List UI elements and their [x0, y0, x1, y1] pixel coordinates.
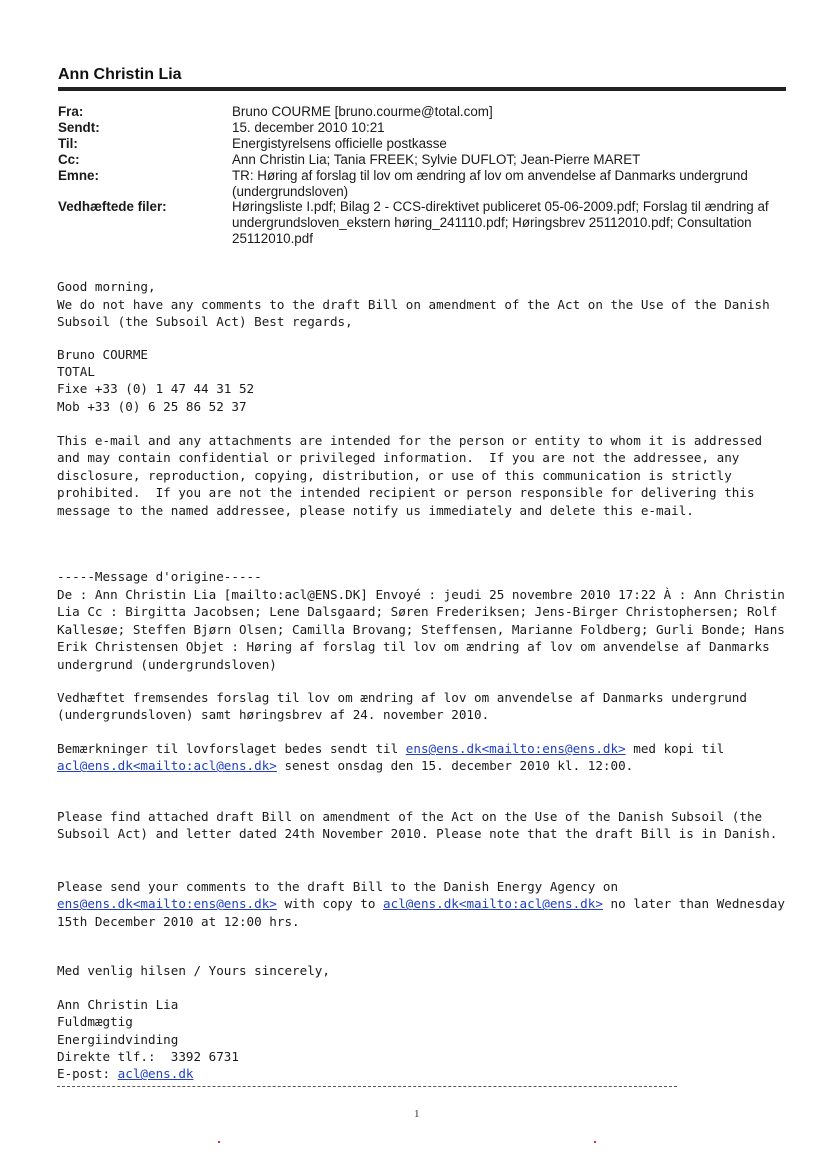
- english-request-text-2: with copy to: [276, 896, 384, 912]
- mailbox-owner-name: Ann Christin Lia: [58, 66, 182, 83]
- subject-value: TR: Høring af forslag til lov om ændring af lov om anvendelse af Danmarks undergrund (undergrundsloven): [232, 168, 748, 199]
- reply-signature-company: TOTAL: [57, 364, 95, 379]
- to-value: Energistyrelsens officielle postkasse: [232, 136, 447, 151]
- sent-value: 15. december 2010 10:21: [232, 120, 385, 135]
- english-request-text-1: Please send your comments to the draft Bill to the Danish Energy Agency on: [57, 879, 626, 894]
- scan-speck: [594, 1141, 596, 1143]
- danish-request-text-3: senest onsdag den 15. december 2010 kl. 12:00.: [276, 758, 634, 774]
- attachments-value: Høringsliste I.pdf; Bilag 2 - CCS-direktivet publiceret 05-06-2009.pdf; Forslag til ændring af undergrundsloven_ekstern høring_241110.pdf; Høringsbrev 25112010.pdf; Consultation 25112010.pdf: [232, 199, 769, 246]
- email-label: E-post:: [57, 1066, 118, 1081]
- ens-email-link-en[interactable]: ens@ens.dk<mailto:ens@ens.dk>: [57, 896, 277, 912]
- danish-request: [57, 740, 787, 775]
- reply-greeting: Good morning,: [57, 279, 156, 294]
- page-number: 1: [414, 1108, 420, 1120]
- reply-signature-name: Bruno COURME: [57, 347, 148, 362]
- sent-label: Sendt:: [58, 120, 100, 135]
- header-divider: [58, 87, 786, 91]
- to-label: Til:: [58, 136, 78, 151]
- from-label: Fra:: [58, 104, 84, 119]
- confidentiality-disclaimer: This e-mail and any attachments are intended for the person or entity to whom it is addressed and may contain confidential or privileged information. If you are not the addressee, any disclosure, reproduction, copying, distribution, or use of this communication is strictly prohibited. If you are not the intended recipient or person responsible for delivering this message to the named addressee, please notify us immediately and delete this e-mail.: [57, 433, 770, 518]
- reply-signature-mob: Mob +33 (0) 6 25 86 52 37: [57, 399, 247, 414]
- original-message-separator: -----Message d'origine-----: [57, 569, 262, 584]
- from-value: Bruno COURME [bruno.courme@total.com]: [232, 104, 493, 119]
- attachments-label: Vedhæftede filer:: [58, 199, 167, 214]
- english-request: [57, 878, 793, 930]
- signature-email-link[interactable]: acl@ens.dk: [117, 1066, 194, 1081]
- original-signature-dept: Energiindvinding: [57, 1032, 179, 1047]
- danish-request-text-2: med kopi til: [625, 741, 732, 756]
- english-paragraph: Please find attached draft Bill on amendment of the Act on the Use of the Danish Subsoil (the Subsoil Act) and letter dated 24th November 2010. Please note that the draft Bill is in Danish.: [57, 809, 778, 842]
- ens-email-link[interactable]: ens@ens.dk<mailto:ens@ens.dk>: [405, 741, 626, 756]
- danish-paragraph: Vedhæftet fremsendes forslag til lov om ændring af lov om anvendelse af Danmarks undergrund (undergrundsloven) samt høringsbrev af 24. november 2010.: [57, 690, 755, 723]
- original-signature-email: [57, 1065, 787, 1082]
- dashed-divider: [57, 1086, 677, 1087]
- reply-signature-fixe: Fixe +33 (0) 1 47 44 31 52: [57, 381, 255, 396]
- english-request-text-3: no later than Wednesday 15th December 2010 at 12:00 hrs.: [57, 896, 793, 929]
- cc-label: Cc:: [58, 152, 80, 167]
- danish-request-text-1: Bemærkninger til lovforslaget bedes sendt til: [57, 741, 406, 756]
- original-signature-phone: Direkte tlf.: 3392 6731: [57, 1049, 239, 1064]
- scan-speck: [218, 1141, 220, 1143]
- reply-body: We do not have any comments to the draft Bill on amendment of the Act on the Use of the Danish Subsoil (the Subsoil Act) Best regards,: [57, 297, 778, 330]
- acl-email-link-en[interactable]: acl@ens.dk<mailto:acl@ens.dk>: [383, 896, 603, 912]
- original-signature-name: Ann Christin Lia: [57, 997, 179, 1012]
- original-message-header: De : Ann Christin Lia [mailto:acl@ENS.DK] Envoyé : jeudi 25 novembre 2010 17:22 À : Ann Christin Lia Cc : Birgitta Jacobsen; Lene Dalsgaard; Søren Frederiksen; Jens-Birger Christophersen; Rolf Kallesøe; Steffen Bjørn Olsen; Camilla Brovang; Steffensen, Marianne Foldberg; Gurli Bonde; Hans Erik Christensen Objet : Høring af forslag til lov om ændring af lov om anvendelse af Danmarks undergrund (undergrundsloven): [57, 587, 793, 672]
- closing-line: Med venlig hilsen / Yours sincerely,: [57, 963, 330, 978]
- subject-label: Emne:: [58, 168, 99, 183]
- cc-value: Ann Christin Lia; Tania FREEK; Sylvie DUFLOT; Jean-Pierre MARET: [232, 152, 641, 167]
- acl-email-link[interactable]: acl@ens.dk<mailto:acl@ens.dk>: [57, 758, 277, 774]
- original-signature-title: Fuldmægtig: [57, 1014, 133, 1029]
